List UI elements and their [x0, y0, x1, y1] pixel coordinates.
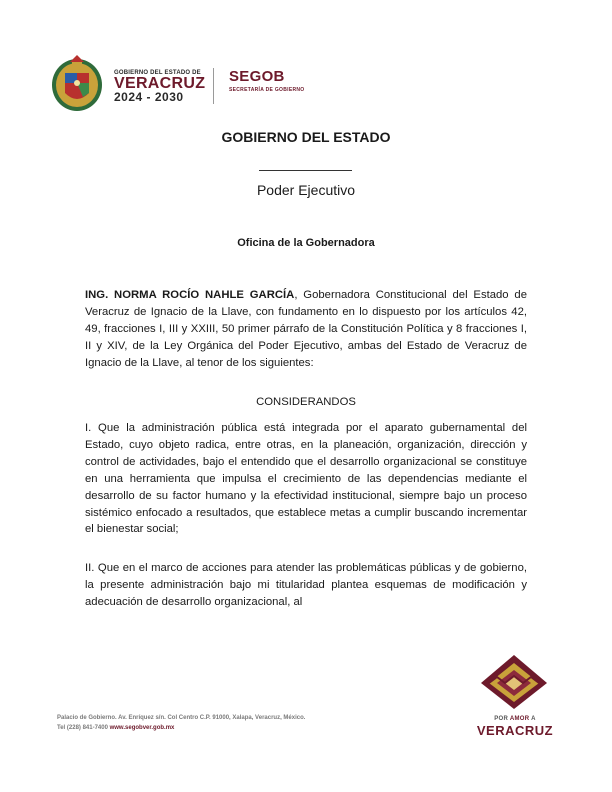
title-rule	[259, 170, 352, 171]
section-heading: CONSIDERANDOS	[256, 396, 356, 408]
footer-slogan-state: VERACRUZ	[476, 723, 554, 738]
footer-website: www.segobver.gob.mx	[109, 725, 175, 731]
footer-contact	[57, 713, 305, 733]
segob-logo-name: SEGOB	[229, 68, 285, 85]
footer-phone: Tel (228) 841-7400	[57, 725, 108, 731]
office-name: Oficina de la Gobernadora	[237, 237, 375, 249]
government-logo-line: GOBIERNO DEL ESTADO DE	[114, 70, 201, 76]
por-amor-a-veracruz-emblem-icon	[479, 653, 549, 711]
intro-paragraph	[85, 287, 527, 372]
header-divider	[213, 68, 214, 104]
considerando-paragraph-2: II. Que en el marco de acciones para atender las problemáticas públicas y de gobierno, la presente administración bajo mi titularidad plantea esquemas de modificación y adecuación de desarrollo organizacional, al	[85, 562, 527, 608]
footer-slogan-a: A	[531, 716, 536, 722]
footer-slogan-amor: AMOR	[509, 716, 530, 722]
government-logo	[114, 70, 205, 103]
footer-slogan-por: POR	[494, 716, 509, 722]
footer-slogan	[460, 716, 570, 722]
segob-logo-subtitle: SECRETARÍA DE GOBIERNO	[229, 87, 305, 93]
government-logo-years: 2024 - 2030	[114, 90, 184, 104]
document-subtitle: Poder Ejecutivo	[256, 182, 356, 198]
document-title: GOBIERNO DEL ESTADO	[221, 129, 391, 145]
veracruz-coat-of-arms-icon	[50, 53, 104, 113]
government-logo-name: VERACRUZ	[114, 75, 206, 92]
segob-logo	[229, 69, 305, 93]
governor-name: ING. NORMA ROCÍO NAHLE GARCÍA	[85, 289, 295, 301]
footer-address: Palacio de Gobierno. Av. Enríquez s/n. Col Centro C.P. 91000, Xalapa, Veracruz, México.	[57, 715, 306, 721]
intro-text: , Gobernadora Constitucional del Estado de Veracruz de Ignacio de la Llave, con fundamento en lo dispuesto por los artículos 42, 49, fracciones I, III y XXIII, 50 primer párrafo de la Constitución Política y 8 fracciones I, II y XIV, de la Ley Orgánica del Poder Ejecutivo, ambas del Estado de Veracruz de Ignacio de la Llave, al tenor de los siguientes:	[85, 289, 527, 369]
considerando-paragraph-1: I. Que la administración pública está integrada por el aparato gubernamental del Estado, cuyo objeto radica, entre otras, en la planeación, organización, dirección y control de actividades, bajo el entendido que el desarrollo organizacional se constituye en una herramienta que impulsa el crecimiento de las dependencias mediante el desarrollo de su factor humano y la efectividad institucional, siempre bajo un proceso sistémico enfocado a resultados, que establece metas a cumplir buscando incrementar el bienestar social;	[85, 422, 527, 536]
